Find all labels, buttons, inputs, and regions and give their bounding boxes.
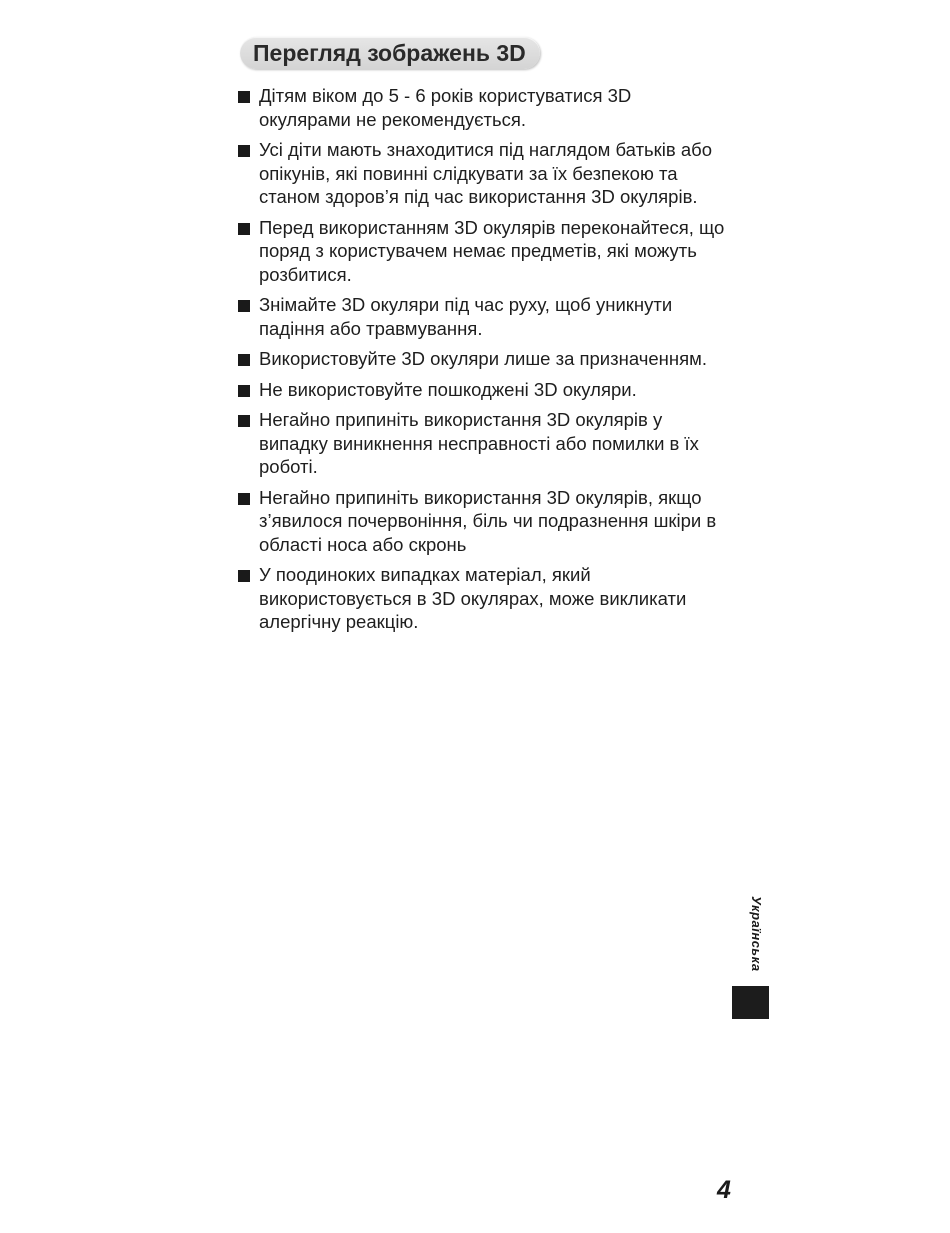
bullet-square-icon: [238, 570, 250, 582]
bullet-item: [238, 293, 728, 340]
bullet-square-icon: [238, 91, 250, 103]
language-tab-label: Українська: [749, 896, 764, 972]
bullet-item: [238, 378, 728, 402]
bullet-item: [238, 563, 728, 634]
bullet-item: [238, 347, 728, 371]
bullet-text: Негайно припиніть використання 3D окулярів, якщо з’явилося почервоніння, біль чи подразнення шкіри в області носа або скронь: [259, 486, 717, 555]
page-number: 4: [717, 1176, 731, 1204]
bullet-square-icon: [238, 223, 250, 235]
bullet-square-icon: [238, 493, 250, 505]
bullet-item: [238, 408, 728, 479]
bullet-text: Використовуйте 3D окуляри лише за призначенням.: [259, 348, 707, 369]
language-tab-marker: [732, 986, 769, 1019]
bullet-item: [238, 486, 728, 557]
bullet-text: Не використовуйте пошкоджені 3D окуляри.: [259, 378, 637, 400]
section-title: Перегляд зображень 3D: [240, 37, 540, 69]
bullet-text: Негайно припиніть використання 3D окулярів у випадку виникнення несправності або помилки в їх роботі.: [259, 409, 699, 477]
bullet-item: [238, 84, 728, 131]
bullet-item: [238, 138, 728, 209]
bullet-text: У поодиноких випадках матеріал, який використовується в 3D окулярах, може викликати алергічну реакцію.: [259, 564, 687, 632]
bullet-square-icon: [238, 145, 250, 157]
bullet-text: Дітям віком до 5 - 6 років користуватися 3D окулярами не рекомендується.: [259, 85, 632, 130]
bullet-square-icon: [238, 354, 250, 366]
bullet-square-icon: [238, 385, 250, 397]
bullet-square-icon: [238, 300, 250, 312]
bullet-text: Знімайте 3D окуляри під час руху, щоб уникнути падіння або травмування.: [259, 294, 673, 339]
bullet-square-icon: [238, 415, 250, 427]
bullet-text: Усі діти мають знаходитися під наглядом батьків або опікунів, які повинні слідкувати за їх безпекою та станом здоров’я під час використання 3D окулярів.: [259, 139, 713, 207]
bullet-text: Перед використанням 3D окулярів переконайтеся, що поряд з користувачем немає предметів, які можуть розбитися.: [259, 216, 725, 285]
bullet-item: [238, 216, 728, 287]
safety-bullet-list: [238, 84, 728, 641]
